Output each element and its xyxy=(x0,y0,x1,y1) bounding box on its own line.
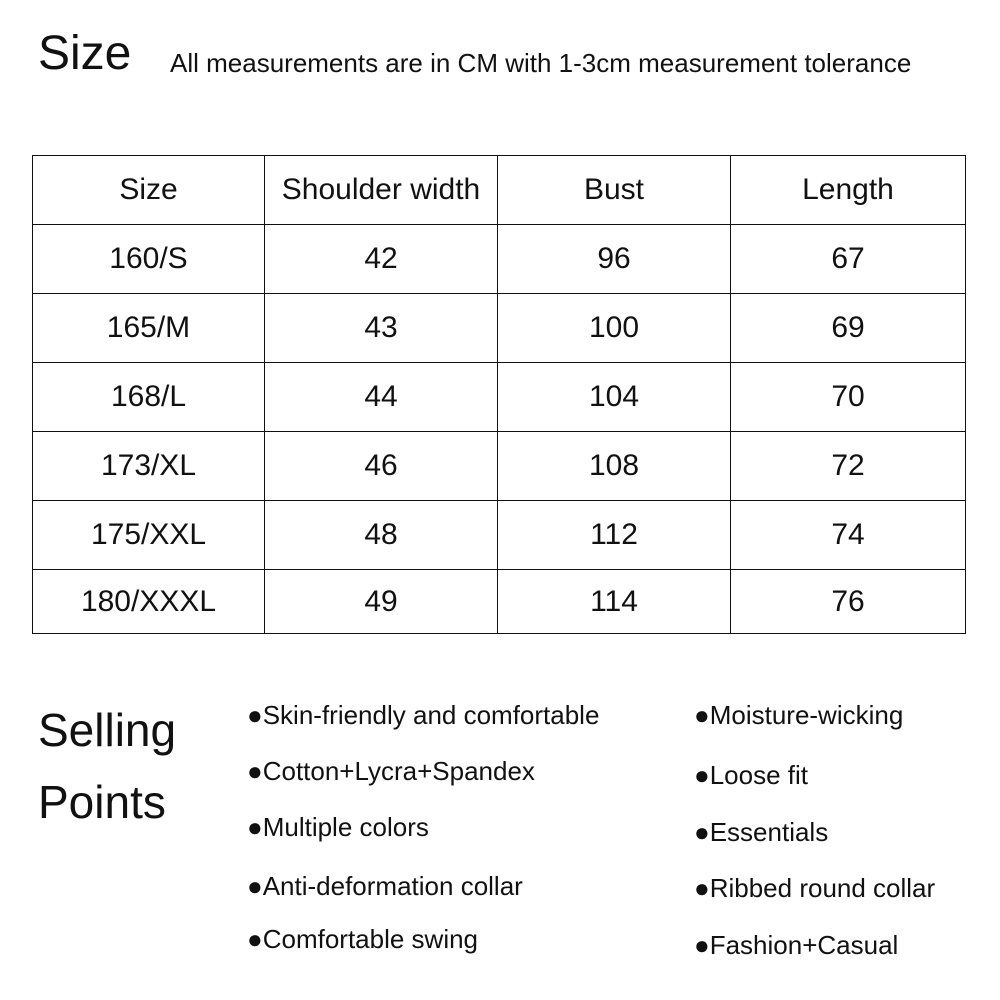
measurement-note: All measurements are in CM with 1-3cm measurement tolerance xyxy=(170,48,912,78)
shoulder-width-cell: 49 xyxy=(265,570,498,634)
list-item: ●Comfortable swing xyxy=(247,924,479,954)
bust-cell: 100 xyxy=(498,294,731,363)
list-item: ●Anti-deformation collar xyxy=(247,871,523,901)
shoulder-width-cell: 42 xyxy=(265,225,498,294)
table-row xyxy=(33,225,966,294)
length-cell: 69 xyxy=(731,294,966,363)
bust-cell: 114 xyxy=(498,570,731,634)
list-item: ●Loose fit xyxy=(694,760,808,790)
table-row xyxy=(33,294,966,363)
size-cell: 168/L xyxy=(33,363,265,432)
length-cell: 67 xyxy=(731,225,966,294)
size-cell: 173/XL xyxy=(33,432,265,501)
page-title: Size xyxy=(38,27,132,80)
table-header-row xyxy=(33,156,966,225)
table-row xyxy=(33,432,966,501)
size-chart-table xyxy=(32,155,966,634)
list-item: ●Essentials xyxy=(694,817,829,847)
size-cell: 165/M xyxy=(33,294,265,363)
list-item: ●Ribbed round collar xyxy=(694,873,936,903)
size-cell: 160/S xyxy=(33,225,265,294)
column-header-length: Length xyxy=(731,156,966,225)
size-cell: 175/XXL xyxy=(33,501,265,570)
table-row xyxy=(33,570,966,634)
shoulder-width-cell: 48 xyxy=(265,501,498,570)
table-row xyxy=(33,363,966,432)
shoulder-width-cell: 44 xyxy=(265,363,498,432)
length-cell: 72 xyxy=(731,432,966,501)
bust-cell: 96 xyxy=(498,225,731,294)
column-header-size: Size xyxy=(33,156,265,225)
shoulder-width-cell: 46 xyxy=(265,432,498,501)
length-cell: 74 xyxy=(731,501,966,570)
length-cell: 76 xyxy=(731,570,966,634)
column-header-bust: Bust xyxy=(498,156,731,225)
list-item: ●Multiple colors xyxy=(247,812,429,842)
list-item: ●Moisture-wicking xyxy=(694,700,904,730)
shoulder-width-cell: 43 xyxy=(265,294,498,363)
length-cell: 70 xyxy=(731,363,966,432)
list-item: ●Fashion+Casual xyxy=(694,930,899,960)
bust-cell: 112 xyxy=(498,501,731,570)
size-cell: 180/XXXL xyxy=(33,570,265,634)
table-row xyxy=(33,501,966,570)
bust-cell: 108 xyxy=(498,432,731,501)
list-item: ●Skin-friendly and comfortable xyxy=(247,700,600,730)
selling-points-heading: Selling Points xyxy=(38,704,177,828)
list-item: ●Cotton+Lycra+Spandex xyxy=(247,756,535,786)
column-header-shoulder-width: Shoulder width xyxy=(265,156,498,225)
bust-cell: 104 xyxy=(498,363,731,432)
